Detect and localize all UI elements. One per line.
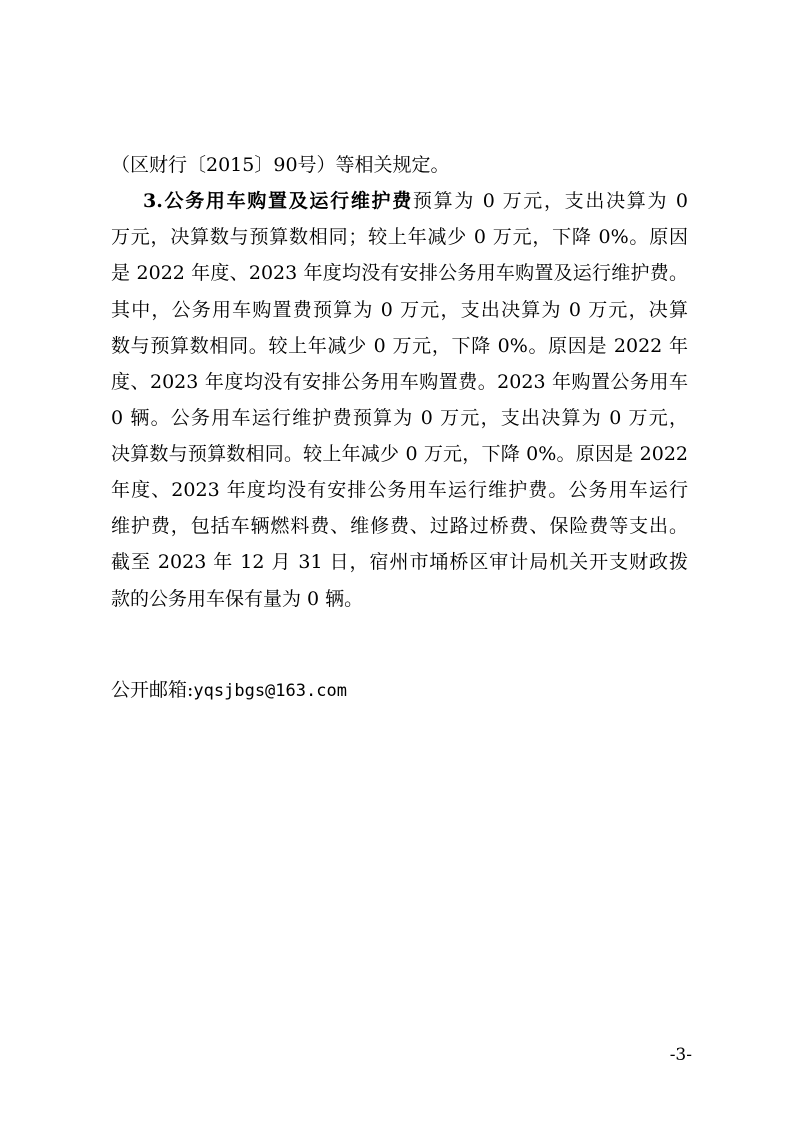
paragraph-line: 年度、2023 年度均没有安排公务用车运行维护费。公务用车运行 xyxy=(111,479,688,501)
email-address[interactable]: yqsjbgs@163.com xyxy=(193,681,347,701)
section-heading: 3.公务用车购置及运行维护费 xyxy=(143,190,413,212)
paragraph-first-line-text: 预算为 0 万元，支出决算为 0 xyxy=(412,190,688,212)
paragraph-line: 截至 2023 年 12 月 31 日，宿州市埇桥区审计局机关开支财政拨 xyxy=(111,551,688,573)
contact-email xyxy=(111,678,347,703)
paragraph-line: 数与预算数相同。较上年减少 0 万元，下降 0%。原因是 2022 年 xyxy=(111,335,688,357)
paragraph-first-line xyxy=(143,189,688,213)
page-number: -3- xyxy=(669,1045,692,1065)
paragraph-last-line: 款的公务用车保有量为 0 辆。 xyxy=(111,588,364,610)
paragraph-line: 决算数与预算数相同。较上年减少 0 万元，下降 0%。原因是 2022 xyxy=(111,443,688,465)
paragraph-line: 是 2022 年度、2023 年度均没有安排公务用车购置及运行维护费。 xyxy=(111,262,688,284)
paragraph-line: 万元，决算数与预算数相同；较上年减少 0 万元，下降 0%。原因 xyxy=(111,226,688,248)
text-line-regulation-ref: （区财行〔2015〕90号）等相关规定。 xyxy=(111,154,450,176)
email-label: 公开邮箱: xyxy=(111,679,194,701)
paragraph-line: 其中，公务用车购置费预算为 0 万元，支出决算为 0 万元，决算 xyxy=(111,299,688,321)
paragraph-line: 0 辆。公务用车运行维护费预算为 0 万元，支出决算为 0 万元， xyxy=(111,407,688,429)
paragraph-line: 度、2023 年度均没有安排公务用车购置费。2023 年购置公务用车 xyxy=(111,371,688,393)
paragraph-line: 维护费，包括车辆燃料费、维修费、过路过桥费、保险费等支出。 xyxy=(111,515,688,537)
